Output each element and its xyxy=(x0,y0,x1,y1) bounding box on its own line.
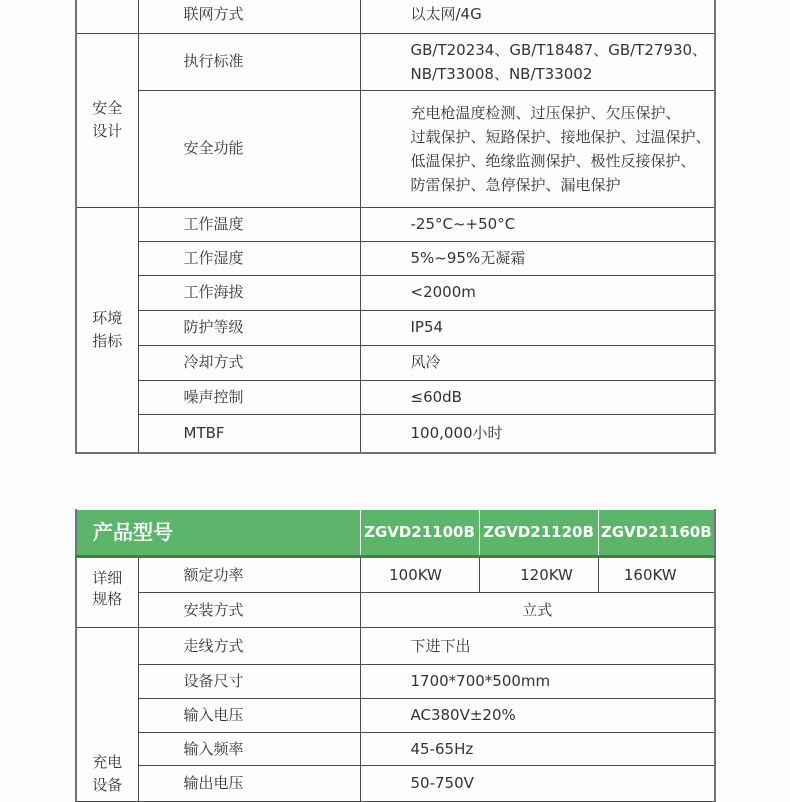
row-label: 工作湿度 xyxy=(138,241,360,275)
table-row xyxy=(76,90,715,207)
row-label: 工作海拔 xyxy=(138,275,360,310)
row-label: 执行标准 xyxy=(138,33,360,90)
row-value: 45-65Hz xyxy=(360,733,715,766)
category-safety: 安全 设计 xyxy=(76,33,138,207)
row-label: 工作温度 xyxy=(138,207,360,241)
table-row xyxy=(76,0,715,33)
row-label: 输入电压 xyxy=(138,699,360,733)
table-row xyxy=(76,414,715,453)
spec-table-upper xyxy=(75,0,716,454)
row-label: 输出电压 xyxy=(138,766,360,802)
row-value: GB/T20234、GB/T18487、GB/T27930、 NB/T33008、NB/T33002 xyxy=(360,33,715,90)
row-value: IP54 xyxy=(360,310,715,345)
row-label: 噪声控制 xyxy=(138,380,360,414)
row-value: 160KW xyxy=(598,557,715,593)
table-row xyxy=(76,345,715,380)
table-row xyxy=(76,310,715,345)
row-value: <2000m xyxy=(360,275,715,310)
table-row xyxy=(76,665,715,699)
row-value: 100KW xyxy=(360,557,479,593)
table-row xyxy=(76,699,715,733)
row-value: 1700*700*500mm xyxy=(360,665,715,699)
row-value: 50-750V xyxy=(360,766,715,802)
row-value: 100,000小时 xyxy=(360,414,715,453)
model-column-header: ZGVD21160B xyxy=(598,510,715,557)
table-row xyxy=(76,593,715,628)
category-environment: 环境 指标 xyxy=(76,207,138,453)
table-row xyxy=(76,733,715,766)
row-label: 设备尺寸 xyxy=(138,665,360,699)
category-charger: 充电 设备 xyxy=(76,628,138,802)
row-value: 风冷 xyxy=(360,345,715,380)
row-value: 120KW xyxy=(479,557,598,593)
row-value: ≤60dB xyxy=(360,380,715,414)
row-value: -25°C~+50°C xyxy=(360,207,715,241)
row-label: 联网方式 xyxy=(138,0,360,33)
table-row xyxy=(76,557,715,593)
row-label: 防护等级 xyxy=(138,310,360,345)
row-label: 冷却方式 xyxy=(138,345,360,380)
row-value: 5%~95%无凝霜 xyxy=(360,241,715,275)
table-row xyxy=(76,33,715,90)
table-row xyxy=(76,207,715,241)
row-value: AC380V±20% xyxy=(360,699,715,733)
row-label: 安全功能 xyxy=(138,90,360,207)
table-row xyxy=(76,628,715,665)
row-value: 充电枪温度检测、过压保护、欠压保护、 过载保护、短路保护、接地保护、过温保护、 低温保护、绝缘监测保护、极性反接保护、 防雷保护、急停保护、漏电保护 xyxy=(360,90,715,207)
row-value: 立式 xyxy=(360,593,715,628)
model-column-header: ZGVD21100B xyxy=(360,510,479,557)
table-header-row xyxy=(76,510,715,557)
category-cell xyxy=(76,0,138,33)
table-row xyxy=(76,241,715,275)
category-specs: 详细 规格 xyxy=(76,557,138,628)
row-label: 安装方式 xyxy=(138,593,360,628)
table-row xyxy=(76,766,715,802)
product-model-title: 产品型号 xyxy=(76,510,360,557)
table-row xyxy=(76,380,715,414)
spec-table-product xyxy=(75,509,716,802)
row-value: 下进下出 xyxy=(360,628,715,665)
row-label: MTBF xyxy=(138,414,360,453)
model-column-header: ZGVD21120B xyxy=(479,510,598,557)
row-label: 额定功率 xyxy=(138,557,360,593)
row-label: 输入频率 xyxy=(138,733,360,766)
row-value: 以太网/4G xyxy=(360,0,715,33)
table-row xyxy=(76,275,715,310)
row-label: 走线方式 xyxy=(138,628,360,665)
